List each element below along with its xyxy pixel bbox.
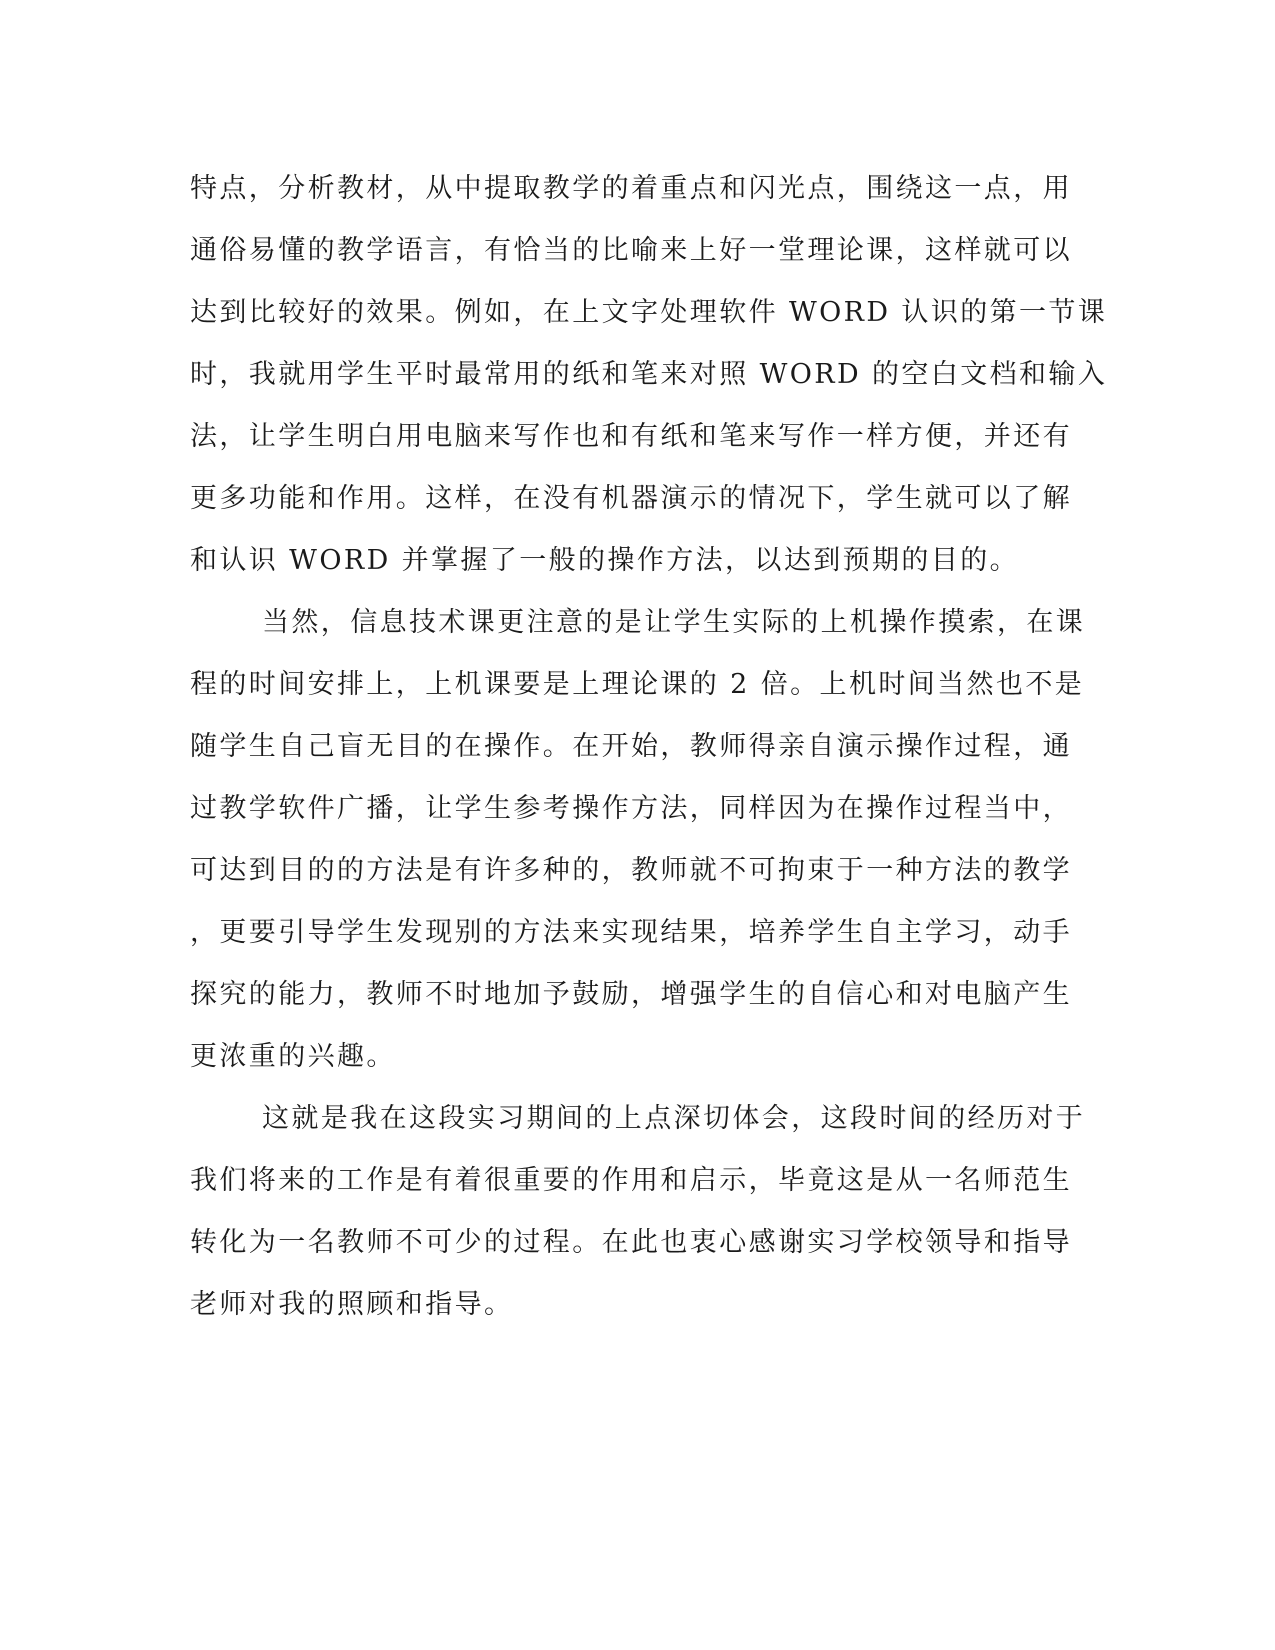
text-line: 时，我就用学生平时最常用的纸和笔来对照 WORD 的空白文档和输入 <box>190 359 1108 390</box>
text-line: 过教学软件广播，让学生参考操作方法，同样因为在操作过程当中， <box>190 793 1072 824</box>
text-line: 老师对我的照顾和指导。 <box>190 1289 514 1320</box>
paragraph <box>190 1088 1090 1336</box>
text-line: 特点，分析教材，从中提取教学的着重点和闪光点，围绕这一点，用 <box>190 173 1072 204</box>
text-line: 法，让学生明白用电脑来写作也和有纸和笔来写作一样方便，并还有 <box>190 421 1072 452</box>
text-line: 这就是我在这段实习期间的上点深切体会，这段时间的经历对于 <box>262 1103 1086 1134</box>
paragraph <box>190 158 1108 592</box>
text-line: 探究的能力，教师不时地加予鼓励，增强学生的自信心和对电脑产生 <box>190 979 1072 1010</box>
text-line: 达到比较好的效果。例如，在上文字处理软件 WORD 认识的第一节课 <box>190 297 1108 328</box>
text-line: 转化为一名教师不可少的过程。在此也衷心感谢实习学校领导和指导 <box>190 1227 1072 1258</box>
text-line: ，更要引导学生发现别的方法来实现结果，培养学生自主学习，动手 <box>190 917 1072 948</box>
text-line: 通俗易懂的教学语言，有恰当的比喻来上好一堂理论课，这样就可以 <box>190 235 1072 266</box>
text-line: 和认识 WORD 并掌握了一般的操作方法，以达到预期的目的。 <box>190 545 1020 576</box>
text-line: 当然，信息技术课更注意的是让学生实际的上机操作摸索，在课 <box>262 607 1086 638</box>
paragraph <box>190 592 1090 1088</box>
text-line: 程的时间安排上，上机课要是上理论课的 2 倍。上机时间当然也不是 <box>190 669 1085 700</box>
text-line: 更浓重的兴趣。 <box>190 1041 396 1072</box>
text-line: 可达到目的的方法是有许多种的，教师就不可拘束于一种方法的教学 <box>190 855 1072 886</box>
text-line: 我们将来的工作是有着很重要的作用和启示，毕竟这是从一名师范生 <box>190 1165 1072 1196</box>
text-line: 更多功能和作用。这样，在没有机器演示的情况下，学生就可以了解 <box>190 483 1072 514</box>
text-line: 随学生自己盲无目的在操作。在开始，教师得亲自演示操作过程，通 <box>190 731 1072 762</box>
